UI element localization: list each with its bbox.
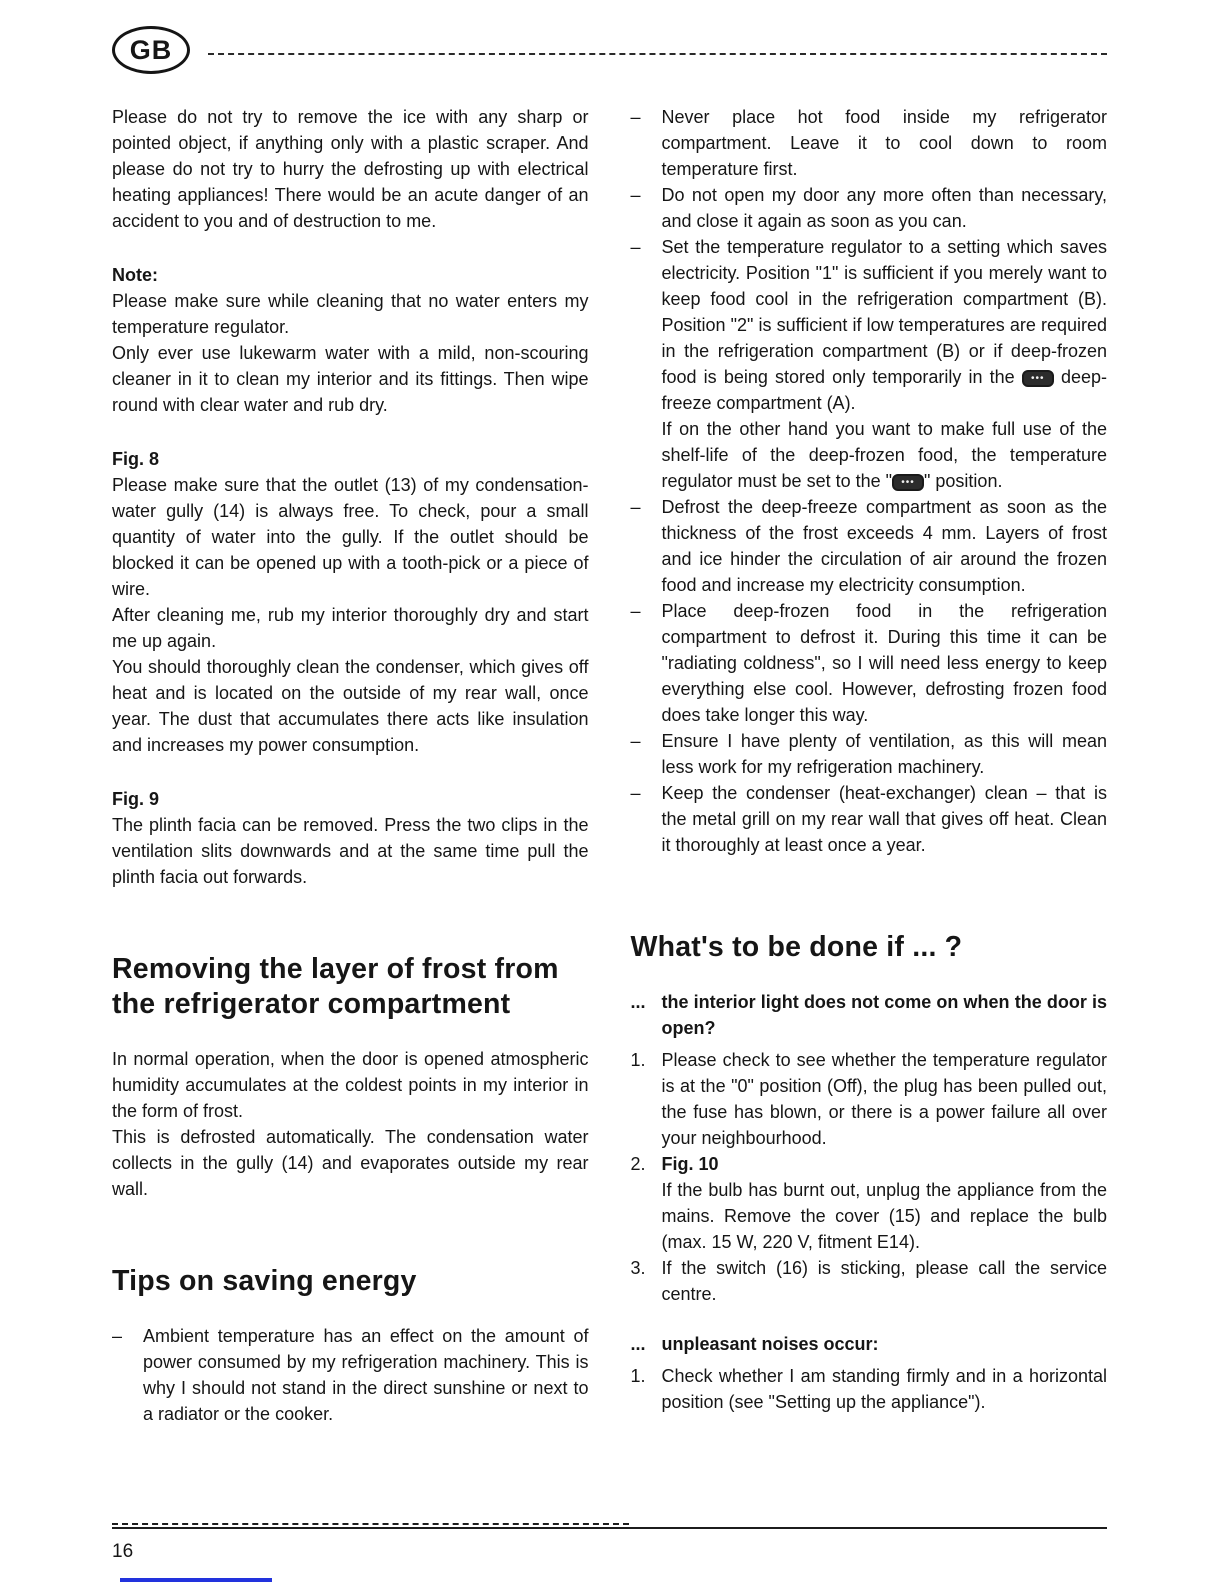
numbered-item-text: Please check to see whether the temperature regulator is at the "0" position (Off), the plug has been pulled out, the fuse has blown, or there is a power failure all over your neighbourhood.	[661, 1050, 1107, 1148]
figure-heading: Fig. 9	[112, 789, 160, 809]
numbered-item-text: If the switch (16) is sticking, please call the service centre.	[661, 1258, 1107, 1304]
right-column	[631, 104, 1108, 1427]
bullet-text-segment: deep-freeze compartment (A).	[661, 367, 1107, 413]
paragraph: The plinth facia can be removed. Press the two clips in the ventilation slits downwards and at the same time pull the plinth facia out forwards.	[112, 815, 589, 887]
number-marker: 1.	[630, 1050, 646, 1070]
note-heading: Note:	[112, 265, 158, 285]
two-column-layout	[112, 104, 1107, 1427]
bullet-continuation	[631, 416, 1108, 494]
paragraph: Please make sure while cleaning that no water enters my temperature regulator.	[112, 291, 589, 337]
bullet-text: Never place hot food inside my refrigerator compartment. Leave it to cool down to room temperature first.	[661, 107, 1107, 179]
dash-marker: –	[112, 1326, 123, 1346]
dash-marker: –	[630, 497, 641, 517]
dash-marker: –	[630, 783, 641, 803]
bullet-item	[631, 182, 1108, 234]
ellipsis-marker: ...	[630, 1334, 646, 1354]
dash-marker: –	[630, 731, 641, 751]
deep-freeze-symbol-glyph: •••	[1031, 373, 1045, 384]
bullet-text: Do not open my door any more often than necessary, and close it again as soon as you can.	[661, 185, 1107, 231]
question-heading	[631, 989, 1108, 1041]
bullet-item	[631, 494, 1108, 598]
section-heading: What's to be done if ... ?	[630, 931, 963, 963]
paragraph: Please do not try to remove the ice with any sharp or pointed object, if anything only with a plastic scraper. And please do not try to hurry the defrosting up with electrical heating appliances! There would be an acute danger of an accident to you and of destruction to me.	[112, 107, 589, 231]
bullet-item	[631, 234, 1108, 416]
footer-rule-double	[112, 1523, 629, 1525]
figure-label: Fig. 10	[661, 1154, 719, 1174]
bullet-item	[631, 728, 1108, 780]
numbered-item	[631, 1363, 1108, 1415]
left-column	[112, 104, 589, 1427]
page-header	[112, 26, 1107, 74]
header-rule	[208, 53, 1107, 55]
paragraph: Please make sure that the outlet (13) of my condensation-water gully (14) is always free. To check, pour a small quantity of water into the gully. If the outlet should be blocked it can be opened up with a tooth-pick or a piece of wire.	[112, 475, 589, 599]
dash-marker: –	[630, 601, 641, 621]
section-heading: Tips on saving energy	[112, 1265, 417, 1297]
question-heading	[631, 1331, 1108, 1357]
section-heading: Removing the layer of frost from the refrigerator compartment	[112, 953, 559, 1020]
paragraph: Only ever use lukewarm water with a mild, non-scouring cleaner in it to clean my interior and its fittings. Then wipe round with clear water and rub dry.	[112, 343, 589, 415]
deep-freeze-symbol	[1022, 370, 1054, 387]
bullet-text: Ensure I have plenty of ventilation, as this will mean less work for my refrigeration machinery.	[661, 731, 1107, 777]
footer-rule	[112, 1527, 1107, 1529]
numbered-item-text: If the bulb has burnt out, unplug the appliance from the mains. Remove the cover (15) and replace the bulb (max. 15 W, 220 V, fitment E14).	[661, 1180, 1107, 1252]
paragraph	[662, 416, 1108, 494]
number-marker: 3.	[630, 1258, 646, 1278]
bullet-text-segment: Set the temperature regulator to a setting which saves electricity. Position "1" is sufficient if you merely want to keep food cool in the refrigeration compartment (B). Position "2" is sufficient if low temperatures are required in the refrigeration compartment (B) or if deep-frozen food is being stored only temporarily in the	[661, 237, 1107, 387]
language-badge	[112, 26, 190, 74]
page-footer	[112, 1527, 1107, 1563]
figure-heading: Fig. 8	[112, 449, 160, 469]
bullet-text: Ambient temperature has an effect on the amount of power consumed by my refrigeration machinery. This is why I should not stand in the direct sunshine or next to a radiator or the cooker.	[143, 1326, 589, 1424]
bullet-text: Defrost the deep-freeze compartment as soon as the thickness of the frost exceeds 4 mm. Layers of frost and ice hinder the circulation of air around the frozen food and increase my electricity consumption.	[661, 497, 1107, 595]
paragraph: In normal operation, when the door is opened atmospheric humidity accumulates at the coldest points in my interior in the form of frost.	[112, 1049, 589, 1121]
dash-marker: –	[630, 237, 641, 257]
number-marker: 2.	[630, 1154, 646, 1174]
deep-freeze-symbol	[892, 474, 924, 491]
language-badge-label: GB	[129, 34, 173, 65]
dash-marker: –	[630, 107, 641, 127]
numbered-item	[631, 1151, 1108, 1255]
ellipsis-marker: ...	[630, 992, 646, 1012]
bullet-item	[631, 598, 1108, 728]
paragraph: You should thoroughly clean the condenser, which gives off heat and is located on the outside of my rear wall, once year. The dust that accumulates there acts like insulation and increases my power consumption.	[112, 657, 589, 755]
paragraph-segment: " position.	[924, 471, 1003, 491]
paragraph: This is defrosted automatically. The condensation water collects in the gully (14) and evaporates outside my rear wall.	[112, 1127, 589, 1199]
deep-freeze-symbol-glyph: •••	[901, 477, 915, 488]
question-heading-text: unpleasant noises occur:	[661, 1334, 879, 1354]
bullet-text	[662, 234, 1108, 416]
number-marker: 1.	[630, 1366, 646, 1386]
numbered-item	[631, 1255, 1108, 1307]
numbered-item	[631, 1047, 1108, 1151]
bullet-text: Keep the condenser (heat-exchanger) clean – that is the metal grill on my rear wall that gives off heat. Clean it thoroughly at least once a year.	[661, 783, 1107, 855]
bullet-item	[631, 104, 1108, 182]
page-number: 16	[112, 1541, 134, 1562]
bullet-item	[112, 1323, 589, 1427]
numbered-item-text: Check whether I am standing firmly and in a horizontal position (see "Setting up the appliance").	[661, 1366, 1107, 1412]
question-heading-text: the interior light does not come on when the door is open?	[661, 992, 1107, 1038]
blue-underline-mark	[120, 1578, 272, 1582]
paragraph-segment: If on the other hand you want to make full use of the shelf-life of the deep-frozen food, the temperature regulator must be set to the "	[661, 419, 1107, 491]
paragraph: After cleaning me, rub my interior thoroughly dry and start me up again.	[112, 605, 589, 651]
bullet-text: Place deep-frozen food in the refrigeration compartment to defrost it. During this time it can be "radiating coldness", so I will need less energy to keep everything else cool. However, defrosting frozen food does take longer this way.	[661, 601, 1107, 725]
bullet-item	[631, 780, 1108, 858]
dash-marker: –	[630, 185, 641, 205]
